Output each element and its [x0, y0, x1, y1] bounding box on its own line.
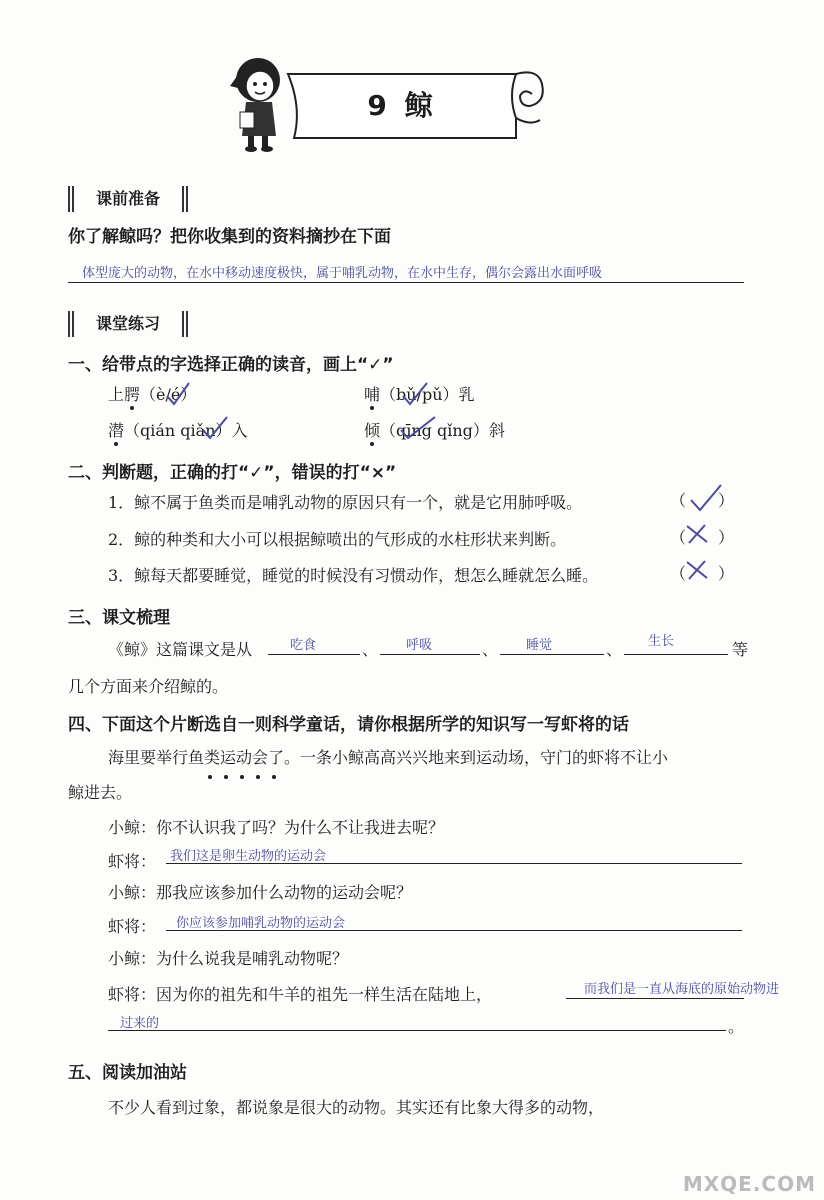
prep-answer-line: [68, 262, 744, 283]
check-mark-icon: [164, 380, 192, 408]
section-tag-prep: 课前准备: [68, 186, 188, 212]
check-mark-icon: [688, 482, 724, 514]
q3-line2: 几个方面来介绍鲸的。: [68, 677, 229, 696]
dotted-char: 倾: [364, 421, 381, 440]
dialog-line-4: 虾将：: [108, 917, 157, 936]
lesson-number: 9: [367, 89, 387, 122]
dialog-answer-line-6a: 而我们是一直从海底的原始动物进: [566, 978, 744, 999]
q1-item-1: 上腭（è/é）: [108, 385, 197, 404]
q5-text: 不少人看到过象，都说象是很大的动物。其实还有比象大得多的动物，: [108, 1098, 605, 1117]
check-mark-icon: [398, 414, 438, 442]
q3-sep: 、: [606, 640, 623, 659]
prep-answer: 体型庞大的动物，在水中移动速度极快，属于哺乳动物，在水中生存，偶尔会露出水面呼吸: [82, 265, 603, 280]
q2-answer-2: （ ）: [670, 528, 735, 547]
q3-sep: 、: [362, 640, 379, 659]
dotted-char: 哺: [364, 385, 381, 404]
q3-text-post: 等: [732, 640, 749, 659]
q2-item-1: 1．鲸不属于鱼类而是哺乳动物的原因只有一个，就是它用肺呼吸。: [108, 493, 583, 512]
dotted-char: 潜: [108, 421, 125, 440]
q2-answer-1: （ ）: [670, 491, 735, 510]
q1-item-3: 潜（qián qiǎn）入: [108, 421, 248, 440]
q3-blank-2: 呼吸: [380, 634, 480, 655]
q3-sep: 、: [482, 640, 499, 659]
dialog-answer-line-2: 我们这是卵生动物的运动会: [166, 845, 742, 864]
q4-para-a: 海里要举行鱼类运动会了。一条小鲸高高兴兴地来到运动场，守门的虾将不让小: [108, 748, 669, 767]
dialog-answer-line-4: 你应该参加哺乳动物的运动会: [166, 912, 742, 931]
title-banner: [280, 66, 552, 146]
dialog-end: 。: [728, 1017, 745, 1036]
dialog-line-1: 小鲸：你不认识我了吗？为什么不让我进去呢？: [108, 818, 445, 837]
q4-para-b: 鲸进去。: [68, 783, 133, 802]
dialog-line-5: 小鲸：为什么说我是哺乳动物呢？: [108, 949, 349, 968]
cross-mark-icon: [684, 558, 710, 582]
q2-item-3: 3．鲸每天都要睡觉，睡觉的时候没有习惯动作，想怎么睡就怎么睡。: [108, 566, 599, 585]
q2-answer-3: （ ）: [670, 564, 735, 583]
watermark: MXQE.COM: [682, 1172, 816, 1196]
dotted-char: 腭: [124, 385, 141, 404]
q3-blank-1: 吃食: [268, 634, 360, 655]
dialog-line-2: 虾将：: [108, 852, 157, 871]
q3-blank-4: 生长: [624, 630, 728, 655]
section-tag-practice: 课堂练习: [68, 311, 188, 337]
dialog-answer-line-6b: 过来的: [108, 1010, 726, 1031]
q1-item-4: 倾（qīng qǐng）斜: [364, 421, 505, 440]
prep-question: 你了解鲸吗？把你收集到的资料摘抄在下面: [68, 227, 391, 247]
dialog-line-6: 虾将：因为你的祖先和牛羊的祖先一样生活在陆地上，: [108, 985, 493, 1004]
q1-title: 一、给带点的字选择正确的读音，画上“✓”: [68, 355, 394, 375]
q5-title: 五、阅读加油站: [68, 1063, 187, 1083]
lesson-title: 鲸: [404, 89, 433, 122]
check-mark-icon: [400, 380, 430, 408]
q4-title: 四、下面这个片断选自一则科学童话，请你根据所学的知识写一写虾将的话: [68, 715, 629, 735]
check-mark-icon: [200, 414, 230, 442]
cross-mark-icon: [684, 522, 710, 546]
q2-item-2: 2．鲸的种类和大小可以根据鲸喷出的气形成的水柱形状来判断。: [108, 530, 567, 549]
q3-blank-3: 睡觉: [500, 634, 604, 655]
q3-title: 三、课文梳理: [68, 608, 170, 628]
q3-text: 《鲸》这篇课文是从: [108, 640, 253, 659]
q1-item-2: 哺（bǔ/pǔ）乳: [364, 385, 475, 404]
dialog-line-3: 小鲸：那我应该参加什么动物的运动会呢？: [108, 883, 413, 902]
q2-title: 二、判断题，正确的打“✓”，错误的打“×”: [68, 463, 397, 483]
emphasis-dots: [206, 765, 286, 771]
